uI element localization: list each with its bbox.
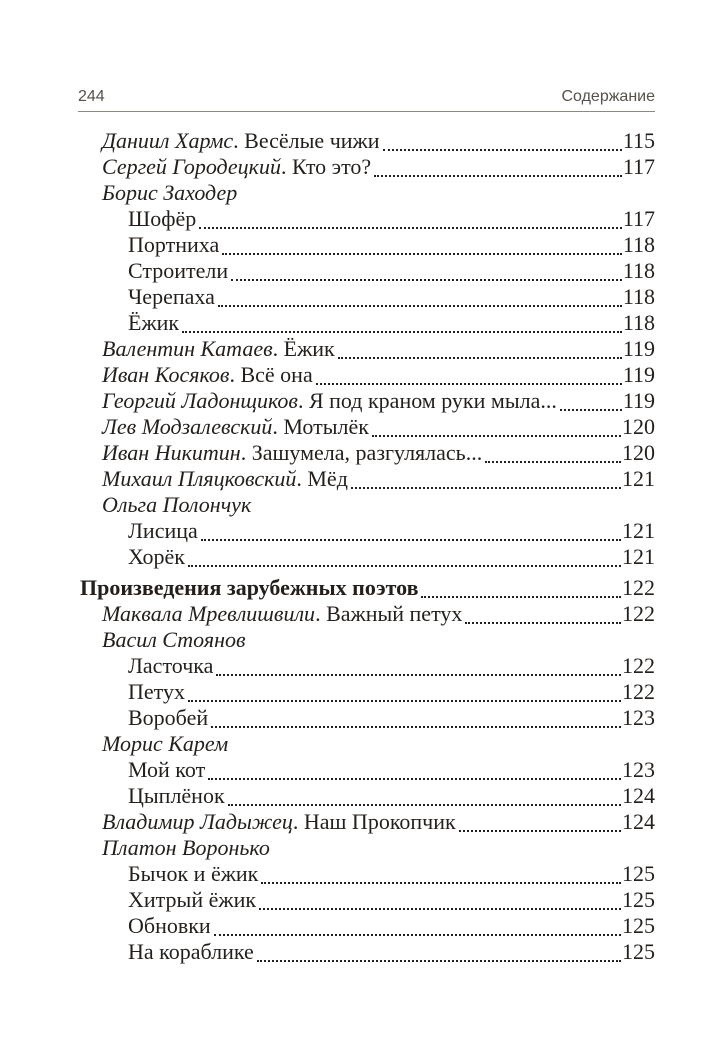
page-number-folio: 244 <box>78 88 105 105</box>
dot-leader <box>216 653 621 676</box>
toc-entry <box>128 757 655 783</box>
toc-entry <box>128 679 655 705</box>
toc-entry-author: Иван Косяков <box>102 362 230 387</box>
dot-leader <box>485 440 621 463</box>
dot-leader <box>372 414 621 437</box>
toc-entry-page-number: 124 <box>622 783 655 808</box>
toc-entry <box>102 627 655 653</box>
toc-list <box>78 115 655 965</box>
toc-entry <box>128 310 655 336</box>
dot-leader <box>214 913 621 936</box>
toc-entry <box>102 180 655 206</box>
toc-entry-page-number: 125 <box>622 887 655 912</box>
dot-leader <box>201 518 621 541</box>
dot-leader <box>374 154 622 177</box>
dot-leader <box>222 232 622 255</box>
toc-entry-page-number: 122 <box>622 601 655 626</box>
toc-entry-title: . Ёжик <box>272 336 335 361</box>
toc-entry-title: Произведения зарубежных поэтов <box>80 575 419 600</box>
dot-leader <box>316 362 622 385</box>
toc-entry-author: Сергей Городецкий <box>102 154 281 179</box>
dot-leader <box>218 284 622 307</box>
toc-entry-page-number: 119 <box>622 362 655 387</box>
toc-entry-title: Воробей <box>128 705 209 730</box>
toc-entry <box>102 731 655 757</box>
toc-entry-author: Борис Заходер <box>102 180 238 205</box>
dot-leader <box>351 466 621 489</box>
toc-entry <box>128 887 655 913</box>
toc-entry-page-number: 125 <box>622 913 655 938</box>
toc-entry-title: Ласточка <box>128 653 214 678</box>
toc-entry-page-number: 117 <box>622 206 655 231</box>
toc-entry-title: Лисица <box>128 518 198 543</box>
running-head <box>78 88 655 112</box>
toc-entry-title: . Я под краном руки мыла... <box>297 388 557 413</box>
toc-entry <box>102 128 655 154</box>
toc-entry-title: Шофёр <box>128 206 197 231</box>
toc-entry <box>102 154 655 180</box>
dot-leader <box>211 705 621 728</box>
dot-leader <box>383 128 622 151</box>
toc-entry <box>128 518 655 544</box>
toc-entry-title: Мой кот <box>128 757 206 782</box>
toc-entry <box>128 544 655 570</box>
toc-entry-title: . Зашумела, разгулялась... <box>240 440 483 465</box>
toc-entry-page-number: 122 <box>622 575 655 600</box>
dot-leader <box>261 861 621 884</box>
toc-entry-page-number: 122 <box>622 679 655 704</box>
toc-entry-title: . Наш Прокопчик <box>292 809 456 834</box>
toc-entry-title: Портниха <box>128 232 220 257</box>
toc-entry-author: Васил Стоянов <box>102 627 246 652</box>
toc-entry-title: . Всё она <box>229 362 313 387</box>
toc-entry-title: Обновки <box>128 913 211 938</box>
toc-entry-author: Иван Никитин <box>102 440 241 465</box>
toc-entry <box>128 284 655 310</box>
dot-leader <box>421 575 621 598</box>
toc-entry-title: . Мотылёк <box>272 414 369 439</box>
dot-leader <box>465 601 621 624</box>
toc-entry-page-number: 120 <box>622 414 655 439</box>
toc-entry-page-number: 119 <box>622 336 655 361</box>
toc-entry-author: Владимир Ладыжец <box>102 809 293 834</box>
toc-entry <box>102 809 655 835</box>
toc-entry <box>102 835 655 861</box>
toc-entry <box>102 492 655 518</box>
toc-entry <box>128 861 655 887</box>
toc-entry-author: Валентин Катаев <box>102 336 273 361</box>
toc-entry-page-number: 125 <box>622 939 655 964</box>
toc-entry-author: Георгий Ладонщиков <box>102 388 298 413</box>
toc-entry-page-number: 117 <box>622 154 655 179</box>
toc-entry-page-number: 118 <box>622 284 655 309</box>
dot-leader <box>459 809 621 832</box>
toc-entry <box>102 466 655 492</box>
toc-entry-title: Хитрый ёжик <box>128 887 257 912</box>
dot-leader <box>208 757 621 780</box>
toc-entry-page-number: 115 <box>622 128 655 153</box>
toc-entry-title: . Важный петух <box>315 601 463 626</box>
dot-leader <box>338 336 622 359</box>
dot-leader <box>188 544 621 567</box>
toc-entry <box>102 388 655 414</box>
toc-entry-page-number: 122 <box>622 653 655 678</box>
dot-leader <box>231 258 622 281</box>
toc-entry-page-number: 118 <box>622 232 655 257</box>
toc-entry <box>128 258 655 284</box>
toc-entry-title: Цыплёнок <box>128 783 225 808</box>
dot-leader <box>560 388 622 411</box>
toc-entry-page-number: 118 <box>622 310 655 335</box>
dot-leader <box>257 939 621 962</box>
toc-entry <box>80 575 655 601</box>
toc-entry-title: Строители <box>128 258 229 283</box>
toc-entry-title: . Весёлые чижи <box>233 128 380 153</box>
toc-entry-page-number: 125 <box>622 861 655 886</box>
toc-entry-page-number: 120 <box>622 440 655 465</box>
toc-entry <box>102 362 655 388</box>
toc-entry <box>102 440 655 466</box>
toc-entry-page-number: 119 <box>622 388 655 413</box>
toc-entry-author: Ольга Полончук <box>102 492 252 517</box>
running-head-title: Содержание <box>561 88 655 105</box>
toc-entry-page-number: 121 <box>622 466 655 491</box>
toc-entry-title: Черепаха <box>128 284 215 309</box>
dot-leader <box>188 679 621 702</box>
toc-entry-page-number: 121 <box>622 544 655 569</box>
toc-entry-page-number: 123 <box>622 757 655 782</box>
toc-entry-page-number: 123 <box>622 705 655 730</box>
toc-entry-title: . Кто это? <box>280 154 372 179</box>
dot-leader <box>182 310 622 333</box>
toc-entry <box>102 336 655 362</box>
toc-entry-author: Михаил Пляцковский <box>102 466 297 491</box>
toc-entry <box>128 206 655 232</box>
toc-entry-page-number: 124 <box>622 809 655 834</box>
toc-entry-title: На кораблике <box>128 939 254 964</box>
toc-entry-author: Даниил Хармс <box>102 128 234 153</box>
dot-leader <box>199 206 622 229</box>
toc-entry-page-number: 118 <box>622 258 655 283</box>
toc-entry-author: Платон Воронько <box>102 835 270 860</box>
toc-entry <box>128 232 655 258</box>
toc-entry <box>128 783 655 809</box>
toc-entry-title: Бычок и ёжик <box>128 861 259 886</box>
dot-leader <box>228 783 621 806</box>
toc-entry-title: Ёжик <box>128 310 180 335</box>
toc-entry-author: Маквала Мревлишвили <box>102 601 316 626</box>
toc-entry-author: Морис Карем <box>102 731 229 756</box>
toc-entry <box>128 653 655 679</box>
toc-entry-title: Петух <box>128 679 185 704</box>
toc-entry <box>102 601 655 627</box>
toc-entry-page-number: 121 <box>622 518 655 543</box>
toc-entry <box>102 414 655 440</box>
toc-entry-title: Хорёк <box>128 544 185 569</box>
toc-entry <box>128 913 655 939</box>
dot-leader <box>259 887 621 910</box>
toc-entry <box>128 705 655 731</box>
toc-entry-title: . Мёд <box>296 466 348 491</box>
toc-entry <box>128 939 655 965</box>
toc-entry-author: Лев Модзалевский <box>102 414 273 439</box>
